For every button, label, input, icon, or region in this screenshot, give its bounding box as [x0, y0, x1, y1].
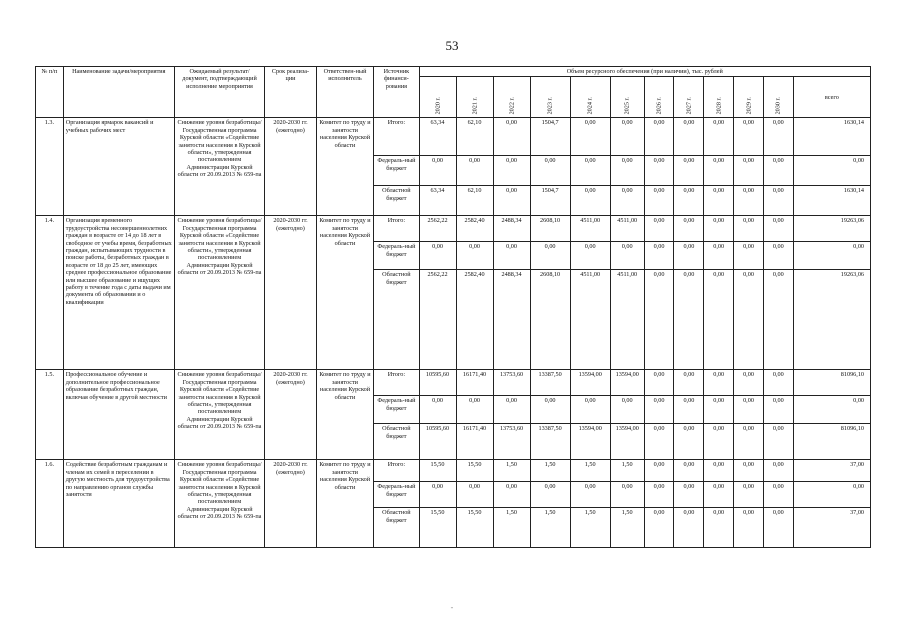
year-value: 0,00: [570, 186, 610, 216]
year-value: 15,50: [456, 460, 493, 482]
year-value: 2582,40: [456, 270, 493, 370]
task-name: Содействие безработным гражданам и членам их семей в переселении в другую местность для трудоустройства по направлению органов службы занятости: [63, 460, 174, 548]
col-year-header: [704, 77, 734, 118]
year-value: 0,00: [644, 370, 674, 396]
year-label: 2028 г.: [714, 97, 722, 115]
year-value: 0,00: [734, 424, 764, 460]
col-total-header: всего: [793, 77, 870, 118]
funding-source: Итого:: [374, 216, 419, 242]
year-value: 0,00: [704, 216, 734, 242]
year-value: 0,00: [674, 482, 704, 508]
year-label: 2029 г.: [744, 97, 752, 115]
year-value: 0,00: [763, 156, 793, 186]
year-value: 0,00: [734, 508, 764, 548]
year-value: 0,00: [674, 186, 704, 216]
year-value: 10595,60: [419, 424, 456, 460]
year-value: 0,00: [674, 242, 704, 270]
row-number: 1.3.: [36, 118, 64, 216]
year-label: 2020 г.: [433, 97, 441, 115]
year-value: 0,00: [763, 424, 793, 460]
year-value: 1504,7: [530, 118, 570, 156]
period: 2020-2030 гг. (ежегодно): [265, 216, 316, 370]
row-number: 1.4.: [36, 216, 64, 370]
executor: Комитет по труду и занятости населения Курской области: [316, 118, 374, 216]
year-value: 13594,00: [570, 424, 610, 460]
year-value: 62,10: [456, 118, 493, 156]
year-value: 0,00: [456, 156, 493, 186]
year-value: 0,00: [763, 186, 793, 216]
resource-plan-table: [35, 66, 871, 548]
year-value: 0,00: [734, 482, 764, 508]
expected-result: Снижение уровня безработицы/Государственная программа Курской области «Содействие занятости населения в Курской области», утвержденная постановлением Администрации Курской области от 20.09.2013 № 659-па: [174, 118, 264, 216]
total-value: 0,00: [793, 482, 870, 508]
year-value: 13594,00: [610, 370, 644, 396]
page-number: 53: [445, 38, 459, 53]
funding-source: Федераль-ный бюджет: [374, 396, 419, 424]
year-value: 0,00: [610, 396, 644, 424]
year-value: 0,00: [610, 156, 644, 186]
year-value: 4511,00: [610, 216, 644, 242]
table-row: [36, 118, 871, 156]
year-label: 2027 г.: [685, 97, 693, 115]
year-value: 2562,22: [419, 216, 456, 242]
year-value: 0,00: [493, 118, 530, 156]
year-value: 0,00: [644, 270, 674, 370]
year-value: 0,00: [644, 424, 674, 460]
year-value: 0,00: [610, 186, 644, 216]
funding-source: Федераль-ный бюджет: [374, 482, 419, 508]
executor: Комитет по труду и занятости населения Курской области: [316, 370, 374, 460]
year-value: 0,00: [734, 270, 764, 370]
col-name-header: Наименование задачи/мероприятия: [63, 67, 174, 118]
year-value: 0,00: [530, 156, 570, 186]
year-label: 2023 г.: [546, 97, 554, 115]
year-value: 0,00: [610, 242, 644, 270]
year-value: 0,00: [763, 370, 793, 396]
year-value: 16171,40: [456, 424, 493, 460]
year-value: 0,00: [644, 156, 674, 186]
year-value: 1,50: [493, 460, 530, 482]
col-year-header: [570, 77, 610, 118]
year-value: 0,00: [570, 242, 610, 270]
year-value: 2562,22: [419, 270, 456, 370]
year-value: 0,00: [419, 242, 456, 270]
year-value: 0,00: [610, 118, 644, 156]
year-value: 0,00: [493, 482, 530, 508]
year-value: 1,50: [610, 460, 644, 482]
year-value: 0,00: [734, 216, 764, 242]
year-value: 0,00: [704, 118, 734, 156]
col-result-header: Ожидаемый результат/документ, подтверждающий исполнение мероприятия: [174, 67, 264, 118]
total-value: 0,00: [793, 156, 870, 186]
funding-source: Федераль-ный бюджет: [374, 242, 419, 270]
year-value: 2488,34: [493, 270, 530, 370]
year-value: 0,00: [704, 242, 734, 270]
executor: Комитет по труду и занятости населения Курской области: [316, 460, 374, 548]
col-year-header: [419, 77, 456, 118]
year-value: 0,00: [734, 156, 764, 186]
year-value: 0,00: [674, 270, 704, 370]
year-value: 0,00: [674, 460, 704, 482]
year-value: 1,50: [570, 508, 610, 548]
year-value: 0,00: [493, 156, 530, 186]
executor: Комитет по труду и занятости населения Курской области: [316, 216, 374, 370]
year-value: 0,00: [570, 156, 610, 186]
year-value: 0,00: [734, 118, 764, 156]
year-value: 13753,60: [493, 424, 530, 460]
year-value: 0,00: [419, 482, 456, 508]
year-value: 1,50: [493, 508, 530, 548]
col-year-header: [763, 77, 793, 118]
year-value: 0,00: [704, 396, 734, 424]
col-year-header: [610, 77, 644, 118]
year-label: 2022 г.: [507, 97, 515, 115]
year-value: 4511,00: [570, 216, 610, 242]
row-number: 1.6.: [36, 460, 64, 548]
funding-source: Областной бюджет: [374, 186, 419, 216]
col-year-header: [674, 77, 704, 118]
year-value: 0,00: [763, 460, 793, 482]
year-value: 0,00: [734, 242, 764, 270]
year-value: 0,00: [530, 482, 570, 508]
col-year-header: [734, 77, 764, 118]
year-value: 13753,60: [493, 370, 530, 396]
year-label: 2025 г.: [623, 97, 631, 115]
year-value: 0,00: [493, 242, 530, 270]
year-value: 0,00: [644, 460, 674, 482]
year-value: 0,00: [570, 118, 610, 156]
year-value: 2608,10: [530, 270, 570, 370]
expected-result: Снижение уровня безработицы/Государственная программа Курской области «Содействие занятости населения в Курской области», утвержденная постановлением Администрации Курской области от 20.09.2013 № 659-па: [174, 216, 264, 370]
funding-source: Областной бюджет: [374, 270, 419, 370]
year-value: 4511,00: [610, 270, 644, 370]
year-value: 63,34: [419, 186, 456, 216]
year-value: 2582,40: [456, 216, 493, 242]
year-value: 0,00: [763, 482, 793, 508]
total-value: 37,00: [793, 508, 870, 548]
year-value: 0,00: [674, 216, 704, 242]
year-value: 0,00: [734, 370, 764, 396]
year-value: 0,00: [763, 270, 793, 370]
year-value: 13594,00: [570, 370, 610, 396]
total-value: 81096,10: [793, 370, 870, 396]
year-value: 0,00: [734, 396, 764, 424]
row-number: 1.5.: [36, 370, 64, 460]
year-value: 0,00: [674, 508, 704, 548]
year-value: 0,00: [674, 118, 704, 156]
period: 2020-2030 гг. (ежегодно): [265, 460, 316, 548]
year-value: 13387,50: [530, 370, 570, 396]
year-value: 0,00: [674, 424, 704, 460]
table-row: [36, 460, 871, 482]
year-value: 0,00: [763, 118, 793, 156]
year-value: 0,00: [644, 482, 674, 508]
period: 2020-2030 гг. (ежегодно): [265, 370, 316, 460]
year-value: 1,50: [530, 508, 570, 548]
col-volume-header: Объем ресурсного обеспечения (при наличии), тыс. рублей: [419, 67, 871, 77]
year-value: 0,00: [704, 424, 734, 460]
total-value: 0,00: [793, 396, 870, 424]
funding-source: Итого:: [374, 460, 419, 482]
year-value: 0,00: [704, 156, 734, 186]
year-value: 0,00: [763, 508, 793, 548]
year-value: 1,50: [610, 508, 644, 548]
year-value: 10595,60: [419, 370, 456, 396]
year-value: 0,00: [530, 242, 570, 270]
year-value: 0,00: [530, 396, 570, 424]
year-value: 1,50: [570, 460, 610, 482]
year-label: 2030 г.: [774, 97, 782, 115]
funding-source: Областной бюджет: [374, 424, 419, 460]
total-value: 19263,06: [793, 270, 870, 370]
year-value: 0,00: [704, 270, 734, 370]
year-label: 2021 г.: [470, 97, 478, 115]
task-name: Организация временного трудоустройства несовершеннолетних граждан в возрасте от 14 до 18 лет в свободное от учебы время, безработных граждан, испытывающих трудности в поиске работы, безработных граждан в возрасте от 18 до 25 лет, имеющих среднее профессиональное образование или высшее образование и ищущих работу в течение года с даты выдачи им документа об образовании и о квалификации: [63, 216, 174, 370]
expected-result: Снижение уровня безработицы/Государственная программа Курской области «Содействие занятости населения в Курской области», утвержденная постановлением Администрации Курской области от 20.09.2013 № 659-па: [174, 370, 264, 460]
year-value: 63,34: [419, 118, 456, 156]
total-value: 1630,14: [793, 186, 870, 216]
col-period-header: Срок реализа-ции: [265, 67, 316, 118]
task-name: Профессиональное обучение и дополнительное профессиональное образование безработных граждан, включая обучение в другой местности: [63, 370, 174, 460]
funding-source: Федераль-ный бюджет: [374, 156, 419, 186]
funding-source: Областной бюджет: [374, 508, 419, 548]
task-name: Организация ярмарок вакансий и учебных рабочих мест: [63, 118, 174, 216]
col-year-header: [530, 77, 570, 118]
year-value: 0,00: [456, 396, 493, 424]
year-value: 0,00: [644, 396, 674, 424]
year-value: 0,00: [644, 242, 674, 270]
year-value: 0,00: [734, 460, 764, 482]
year-value: 0,00: [419, 156, 456, 186]
table-row: [36, 370, 871, 396]
table-row: [36, 216, 871, 242]
col-num-header: № п/п: [36, 67, 64, 118]
year-value: 2608,10: [530, 216, 570, 242]
year-value: 0,00: [763, 216, 793, 242]
year-value: 0,00: [674, 370, 704, 396]
year-value: 0,00: [419, 396, 456, 424]
year-value: 15,50: [419, 508, 456, 548]
funding-source: Итого:: [374, 370, 419, 396]
plan-body: [36, 118, 871, 548]
year-value: 13594,00: [610, 424, 644, 460]
total-value: 81096,10: [793, 424, 870, 460]
year-value: 0,00: [763, 242, 793, 270]
year-label: 2024 г.: [586, 97, 594, 115]
col-year-header: [644, 77, 674, 118]
year-value: 16171,40: [456, 370, 493, 396]
year-value: 0,00: [734, 186, 764, 216]
year-value: 0,00: [456, 242, 493, 270]
funding-source: Итого:: [374, 118, 419, 156]
year-value: 0,00: [704, 186, 734, 216]
col-executor-header: Ответствен-ный исполнитель: [316, 67, 374, 118]
year-value: 0,00: [644, 508, 674, 548]
total-value: 0,00: [793, 242, 870, 270]
year-value: 15,50: [419, 460, 456, 482]
col-source-header: Источник финанси-рования: [374, 67, 419, 118]
year-value: 15,50: [456, 508, 493, 548]
year-value: 62,10: [456, 186, 493, 216]
year-value: 1,50: [530, 460, 570, 482]
expected-result: Снижение уровня безработицы/Государственная программа Курской области «Содействие занятости населения в Курской области», утвержденная постановлением Администрации Курской области от 20.09.2013 № 659-па: [174, 460, 264, 548]
year-value: 2488,34: [493, 216, 530, 242]
year-value: 0,00: [570, 396, 610, 424]
year-value: 0,00: [704, 460, 734, 482]
year-value: 0,00: [644, 216, 674, 242]
year-value: 0,00: [644, 118, 674, 156]
year-value: 0,00: [610, 482, 644, 508]
header-row-1: [36, 67, 871, 77]
year-value: 0,00: [674, 156, 704, 186]
col-year-header: [493, 77, 530, 118]
total-value: 37,00: [793, 460, 870, 482]
total-value: 19263,06: [793, 216, 870, 242]
year-label: 2026 г.: [655, 97, 663, 115]
period: 2020-2030 гг. (ежегодно): [265, 118, 316, 216]
year-value: 1504,7: [530, 186, 570, 216]
year-value: 0,00: [644, 186, 674, 216]
year-value: 0,00: [570, 482, 610, 508]
col-year-header: [456, 77, 493, 118]
year-value: 0,00: [674, 396, 704, 424]
year-value: 0,00: [704, 482, 734, 508]
year-value: 13387,50: [530, 424, 570, 460]
scan-mark: -: [450, 603, 454, 612]
year-value: 0,00: [704, 370, 734, 396]
year-value: 0,00: [763, 396, 793, 424]
year-value: 0,00: [704, 508, 734, 548]
year-value: 0,00: [456, 482, 493, 508]
year-value: 0,00: [493, 396, 530, 424]
total-value: 1630,14: [793, 118, 870, 156]
year-value: 4511,00: [570, 270, 610, 370]
year-value: 0,00: [493, 186, 530, 216]
